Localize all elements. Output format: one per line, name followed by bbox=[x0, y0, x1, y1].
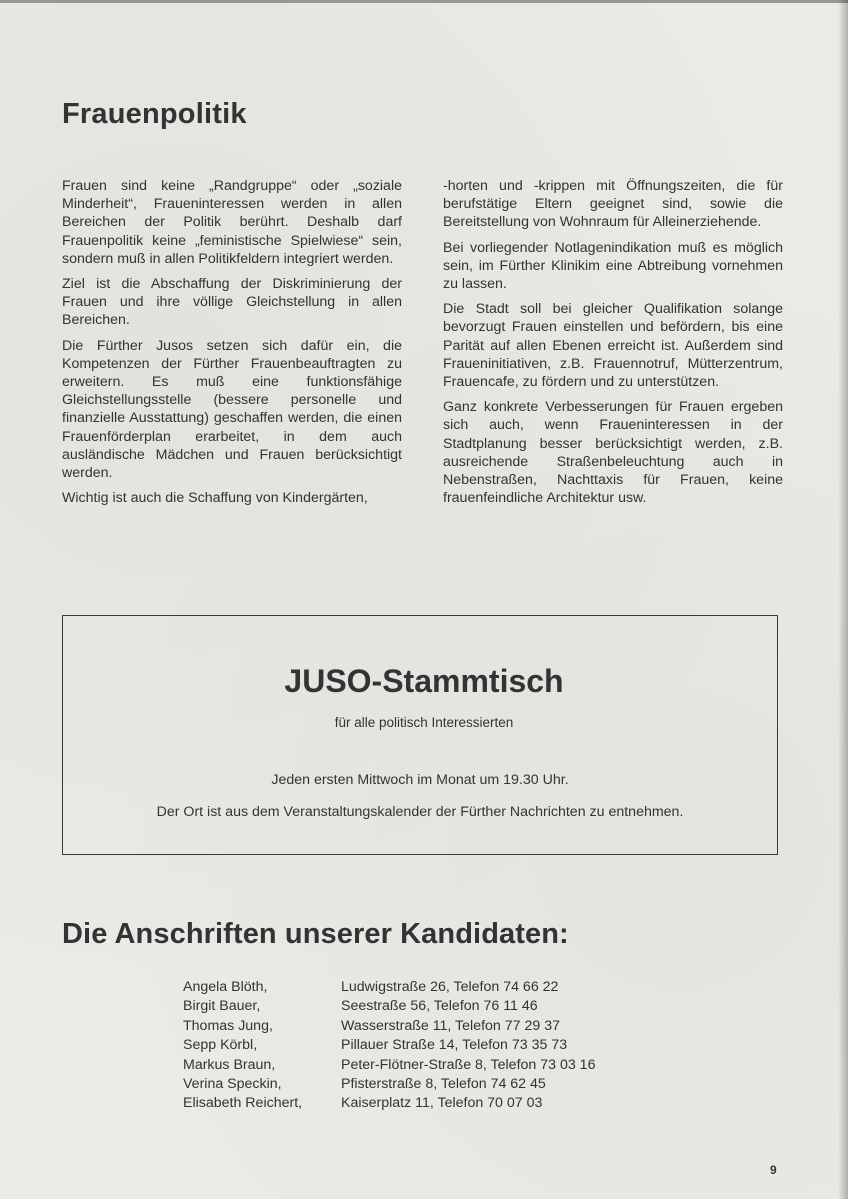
addresses-title: Die Anschriften unserer Kandidaten: bbox=[62, 918, 569, 950]
paragraph: Die Stadt soll bei gleicher Qualifikation solange bevorzugt Frauen einstellen und befördern, bis eine Parität auf allen Ebenen erreicht ist. Außerdem sind Fraueninitiativen, z.B. Frauennotruf, Mütterzentrum, Frauencafe, zu fördern und zu unterstützen. bbox=[443, 301, 783, 391]
text-column-right bbox=[443, 177, 783, 514]
candidate-name: Thomas Jung, bbox=[183, 1017, 273, 1034]
candidate-list bbox=[183, 978, 783, 1114]
candidate-address: Pfisterstraße 8, Telefon 74 62 45 bbox=[341, 1076, 546, 1093]
candidate-address: Wasserstraße 11, Telefon 77 29 37 bbox=[341, 1017, 560, 1034]
paragraph: Bei vorliegender Notlagenindikation muß es möglich sein, im Fürther Klinikim eine Abtreibung vornehmen zu lassen. bbox=[443, 239, 783, 293]
candidate-row bbox=[183, 978, 783, 997]
stammtisch-schedule: Jeden ersten Mittwoch im Monat um 19.30 Uhr. bbox=[271, 772, 569, 788]
candidate-name: Elisabeth Reichert, bbox=[183, 1095, 303, 1112]
candidate-name: Markus Braun, bbox=[183, 1056, 276, 1073]
stammtisch-title: JUSO-Stammtisch bbox=[284, 663, 564, 699]
paragraph: Frauen sind keine „Randgruppe“ oder „soziale Minderheit“, Fraueninteressen werden in allen Bereichen der Politik berührt. Deshalb darf Frauenpolitik keine „feministische Spielwiese“ sein, sondern muß in allen Politikfeldern integriert werden. bbox=[62, 178, 402, 267]
stammtisch-subtitle: für alle politisch Interessierten bbox=[334, 715, 514, 730]
section-title: Frauenpolitik bbox=[62, 98, 247, 130]
candidate-address: Kaiserplatz 11, Telefon 70 07 03 bbox=[341, 1095, 543, 1112]
candidate-address: Pillauer Straße 14, Telefon 73 35 73 bbox=[341, 1037, 568, 1054]
candidate-row bbox=[183, 1036, 783, 1055]
candidate-address: Peter-Flötner-Straße 8, Telefon 73 03 16 bbox=[341, 1056, 596, 1073]
paragraph: Die Fürther Jusos setzen sich dafür ein, die Kompetenzen der Fürther Frauenbeauftragten zu erweitern. Es muß eine funktionsfähige Gleichstellungsstelle (bessere personelle und finanzielle Ausstattung) geschaffen werden, die einen Frauenförderplan erarbeitet, in dem auch ausländische Mädchen und Frauen berücksichtigt werden. bbox=[62, 337, 402, 482]
candidate-address: Seestraße 56, Telefon 76 11 46 bbox=[341, 998, 538, 1015]
stammtisch-location-note: Der Ort ist aus dem Veranstaltungskalender der Fürther Nachrichten zu entnehmen. bbox=[156, 804, 684, 820]
candidate-row bbox=[183, 1056, 783, 1075]
candidate-name: Birgit Bauer, bbox=[183, 998, 261, 1015]
candidate-row bbox=[183, 1017, 783, 1036]
candidate-name: Angela Blöth, bbox=[183, 979, 268, 995]
candidate-name: Verina Speckin, bbox=[183, 1076, 282, 1093]
candidate-row bbox=[183, 1075, 783, 1094]
page-number: 9 bbox=[770, 1163, 777, 1177]
candidate-row bbox=[183, 1094, 783, 1113]
page-top-edge bbox=[0, 0, 848, 3]
candidate-row bbox=[183, 997, 783, 1016]
text-column-left bbox=[62, 177, 402, 514]
paragraph: Wichtig ist auch die Schaffung von Kindergärten, bbox=[62, 490, 368, 507]
candidate-address: Ludwigstraße 26, Telefon 74 66 22 bbox=[341, 979, 559, 995]
page-right-edge bbox=[838, 0, 848, 1199]
candidate-name: Sepp Körbl, bbox=[183, 1037, 258, 1054]
paragraph: Ziel ist die Abschaffung der Diskriminierung der Frauen und ihre völlige Gleichstellung in allen Bereichen. bbox=[62, 276, 402, 329]
paragraph: Ganz konkrete Verbesserungen für Frauen ergeben sich auch, wenn Fraueninteressen in der Stadtplanung besser berücksichtigt werden, z.B. ausreichende Straßenbeleuchtung auch in Nebenstraßen, Nachttaxis für Frauen, keine frauenfeindliche Architektur usw. bbox=[443, 399, 783, 507]
paragraph: -horten und -krippen mit Öffnungszeiten, die für berufstätige Eltern geeignet sind, sowie die Bereitstellung von Wohnraum für Alleinerziehende. bbox=[443, 178, 783, 231]
